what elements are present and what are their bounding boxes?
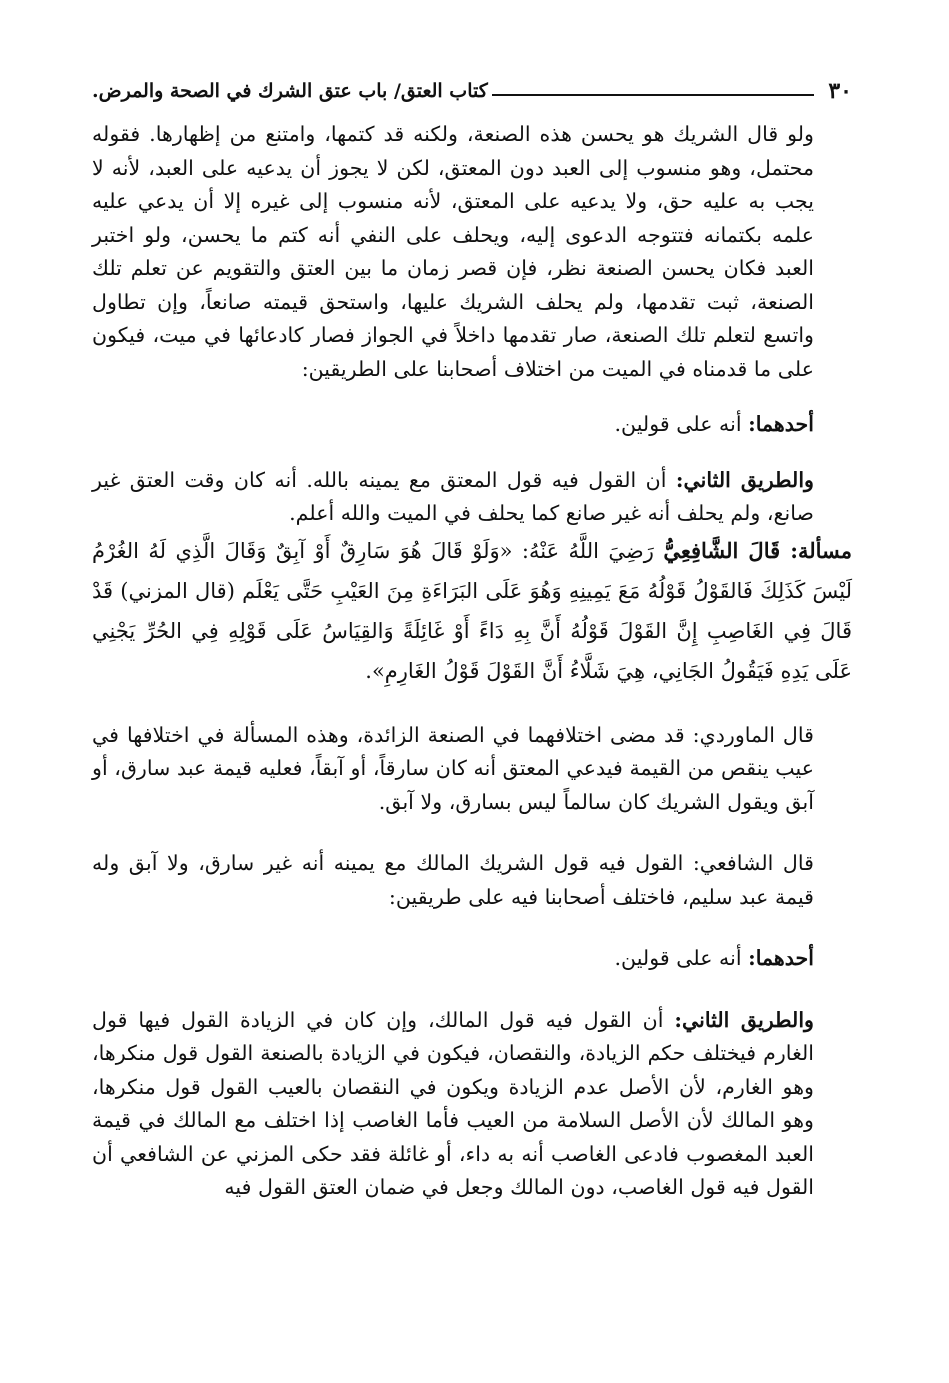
paragraph: ولو قال الشريك هو يحسن هذه الصنعة، ولكنه قد كتمها، وامتنع من إظهارها. فقوله محتمل، وهو منسوب إلى العبد دون المعتق، لكن لا يجوز أن يدعيه على العبد، لأنه لا يجب به عليه حق، ولا يدعيه على المعتق، لأنه منسوب إلى غيره إلا أن يدعي عليه علمه بكتمانه فتتوجه الدعوى إليه، ويحلف على النفي أنه كتم ما يحسن، ولو اختبر العبد فكان يحسن الصنعة نظر، فإن قصر زمان ما بين العتق والتقويم عن تعلم تلك الصنعة، ثبت تقدمها، ولم يحلف الشريك عليها، واستحق قيمته صانعاً، وإن تطاول واتسع لتعلم تلك الصنعة، صار تقدمها داخلاً في الجواز فصار كادعائها في ميت، فيكون على ما قدمناه في الميت من اختلاف أصحابنا على الطريقين: [92, 122, 814, 381]
bold-label: أحدهما: [748, 412, 814, 436]
bold-label: والطريق الثاني: [675, 467, 814, 492]
running-title: كتاب العتق/ باب عتق الشرك في الصحة والمرض. [92, 80, 488, 102]
bold-label: والطريق الثاني: [674, 1007, 814, 1032]
paragraph: أحدهما: أنه على قولين. [614, 412, 814, 436]
bold-label: مسألة: قَالَ الشَّافِعِيُّ [663, 537, 852, 563]
page-header [92, 78, 852, 118]
paragraph: قال الشافعي: القول فيه قول الشريك المالك مع يمينه أنه غير سارق، ولا آبق وله قيمة عبد سليم، فاختلف أصحابنا فيه على طريقين: [92, 851, 814, 909]
paragraph: قال الماوردي: قد مضى اختلافهما في الصنعة الزائدة، وهذه المسألة في اختلافها في عيب ينقص من القيمة فيدعي المعتق أنه كان سارقاً، أو آبقاً، فعليه قيمة عبد سارق، أو آبق ويقول الشريك كان سالماً ليس بسارق، ولا آبق. [92, 722, 814, 814]
page-body [92, 118, 852, 1205]
paragraph: أحدهما: أنه على قولين. [614, 946, 814, 970]
paragraph: والطريق الثاني: أن القول فيه قول المالك، وإن كان في الزيادة القول فيها قول الغارم فيختلف حكم الزيادة، والنقصان، فيكون في الزيادة بالصنعة القول قول منكرها، وهو الغارم، لأن الأصل عدم الزيادة ويكون في النقصان بالعيب القول قول منكرها، وهو المالك لأن الأصل السلامة من العيب فأما الغاصب إذا اختلف مع المالك في قيمة العبد المغصوب فادعى الغاصب أنه به داء، أو غائلة فقد حكى المزني عن الشافعي أن القول فيه قول الغاصب، دون المالك وجعل في ضمان العتق القول فيه [92, 1007, 814, 1199]
bold-label: أحدهما: [748, 946, 814, 970]
masala-paragraph: مسألة: قَالَ الشَّافِعِيُّ رَضِيَ اللَّهُ عَنْهُ: «وَلَوْ قَالَ هُوَ سَارِقٌ أَوْ آبِقٌ وَقَالَ الَّذِي لَهُ الغُرْمُ لَيْسَ كَذَلِكَ فَالقَوْلُ قَوْلُهُ مَعَ يَمِينِهِ وَهُوَ عَلَى البَرَاءَةِ مِنَ العَيْبِ حَتَّى يَعْلَم (قال المزني) قَدْ قَالَ فِي الغَاصِبِ إِنَّ القَوْلَ قَوْلُهُ أَنَّ بِهِ دَاءً أَوْ غَائِلَةً وَالقِيَاسُ عَلَى قَوْلِهِ فِي الحُرِّ يَجْنِي عَلَى يَدِهِ فَيَقُولُ الجَانِي، هِيَ شَلَّاءُ أَنَّ القَوْلَ قَوْلُ الغَارِمِ». [92, 537, 852, 683]
page [92, 78, 852, 1205]
page-number: ٣٠ [828, 78, 852, 104]
paragraph: والطريق الثاني: أن القول فيه قول المعتق مع يمينه بالله. أنه كان وقت العتق غير صانع، ولم يحلف أنه غير صانع كما يحلف في الميت والله أعلم. [92, 467, 814, 525]
header-rule [492, 94, 814, 96]
